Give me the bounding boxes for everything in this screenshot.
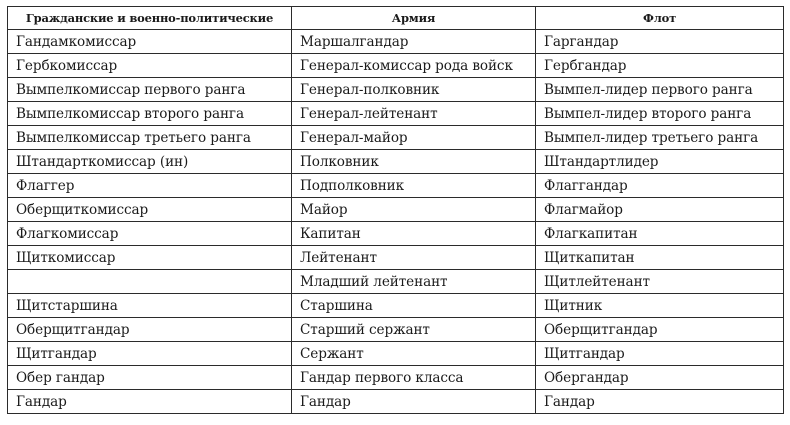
cell-civil: Гандар xyxy=(8,390,292,414)
cell-civil: Вымпелкомиссар второго ранга xyxy=(8,102,292,126)
cell-civil: Вымпелкомиссар первого ранга xyxy=(8,78,292,102)
cell-army: Генерал-комиссар рода войск xyxy=(292,54,536,78)
table-header-row xyxy=(8,7,784,30)
cell-navy: Гербгандар xyxy=(536,54,784,78)
table-row xyxy=(8,102,784,126)
header-civil-political: Гражданские и военно-политические xyxy=(8,7,292,30)
cell-army: Лейтенант xyxy=(292,246,536,270)
cell-army: Старший сержант xyxy=(292,318,536,342)
cell-army: Капитан xyxy=(292,222,536,246)
cell-navy: Вымпел-лидер первого ранга xyxy=(536,78,784,102)
table-row xyxy=(8,318,784,342)
table-row xyxy=(8,222,784,246)
cell-navy: Гаргандар xyxy=(536,30,784,54)
cell-civil: Оберщитгандар xyxy=(8,318,292,342)
cell-navy: Оберщитгандар xyxy=(536,318,784,342)
cell-army: Гандар xyxy=(292,390,536,414)
cell-civil: Гандамкомиссар xyxy=(8,30,292,54)
ranks-table xyxy=(7,6,784,414)
ranks-table-container xyxy=(7,6,783,414)
cell-navy: Флагкапитан xyxy=(536,222,784,246)
cell-civil: Оберщиткомиссар xyxy=(8,198,292,222)
cell-civil: Флагкомиссар xyxy=(8,222,292,246)
cell-navy: Гандар xyxy=(536,390,784,414)
cell-army: Генерал-майор xyxy=(292,126,536,150)
table-row xyxy=(8,126,784,150)
cell-army: Полковник xyxy=(292,150,536,174)
table-row xyxy=(8,198,784,222)
cell-civil: Флаггер xyxy=(8,174,292,198)
table-row xyxy=(8,270,784,294)
table-row xyxy=(8,366,784,390)
table-row xyxy=(8,54,784,78)
table-row xyxy=(8,246,784,270)
cell-civil: Щиткомиссар xyxy=(8,246,292,270)
cell-civil: Щитстаршина xyxy=(8,294,292,318)
cell-civil xyxy=(8,270,292,294)
cell-navy: Вымпел-лидер третьего ранга xyxy=(536,126,784,150)
cell-civil: Гербкомиссар xyxy=(8,54,292,78)
cell-army: Гандар первого класса xyxy=(292,366,536,390)
table-row xyxy=(8,390,784,414)
cell-army: Маршалгандар xyxy=(292,30,536,54)
cell-civil: Вымпелкомиссар третьего ранга xyxy=(8,126,292,150)
cell-army: Старшина xyxy=(292,294,536,318)
cell-army: Майор xyxy=(292,198,536,222)
cell-army: Подполковник xyxy=(292,174,536,198)
table-row xyxy=(8,78,784,102)
cell-army: Младший лейтенант xyxy=(292,270,536,294)
cell-navy: Щиткапитан xyxy=(536,246,784,270)
cell-navy: Вымпел-лидер второго ранга xyxy=(536,102,784,126)
cell-navy: Щитник xyxy=(536,294,784,318)
cell-navy: Обергандар xyxy=(536,366,784,390)
cell-civil: Штандарткомиссар (ин) xyxy=(8,150,292,174)
cell-navy: Флагмайор xyxy=(536,198,784,222)
cell-navy: Флаггандар xyxy=(536,174,784,198)
table-row xyxy=(8,174,784,198)
table-row xyxy=(8,150,784,174)
cell-civil: Обер гандар xyxy=(8,366,292,390)
cell-army: Сержант xyxy=(292,342,536,366)
cell-army: Генерал-полковник xyxy=(292,78,536,102)
header-army: Армия xyxy=(292,7,536,30)
cell-army: Генерал-лейтенант xyxy=(292,102,536,126)
cell-navy: Штандартлидер xyxy=(536,150,784,174)
cell-navy: Щитлейтенант xyxy=(536,270,784,294)
table-row xyxy=(8,342,784,366)
header-navy: Флот xyxy=(536,7,784,30)
cell-civil: Щитгандар xyxy=(8,342,292,366)
table-row xyxy=(8,294,784,318)
table-row xyxy=(8,30,784,54)
cell-navy: Щитгандар xyxy=(536,342,784,366)
